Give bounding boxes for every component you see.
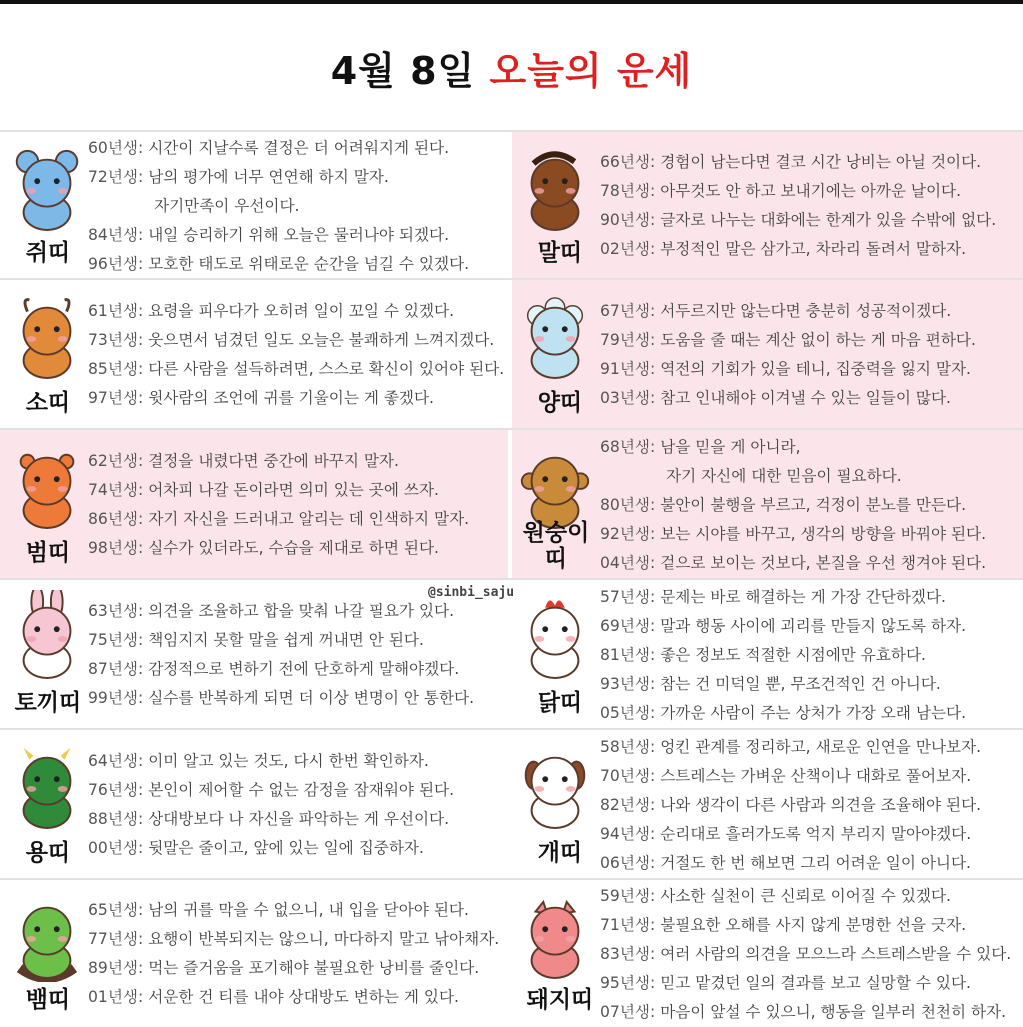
fortune-line <box>600 297 1017 326</box>
birth-year: 73년생: <box>88 331 149 349</box>
birth-year: 89년생: <box>88 958 149 977</box>
fortune-text: 남의 귀를 막을 수 없으니, 내 입을 닫아야 된다. <box>148 900 469 919</box>
birth-year: 70년생: <box>600 766 661 785</box>
fortune-line <box>600 177 1017 206</box>
page-title <box>0 40 1023 95</box>
fortune-line <box>88 776 502 805</box>
fortune-line <box>600 762 1017 791</box>
fortune-line <box>88 684 502 713</box>
birth-year: 96년생: <box>88 255 149 273</box>
fortune-text: 내일 승리하기 위해 오늘은 물러나야 되겠다. <box>148 226 450 244</box>
fortune-text: 어차피 나갈 돈이라면 의미 있는 곳에 쓰자. <box>148 481 439 499</box>
fortune-text: 요행이 반복되지는 않으니, 마다하지 말고 낚아채자. <box>148 929 500 948</box>
birth-year: 61년생: <box>88 302 149 320</box>
birth-year: 04년생: <box>600 553 661 572</box>
monkey-icon <box>514 440 596 532</box>
fortune-line <box>600 462 1017 491</box>
fortune-text: 자기 자신을 드러내고 알리는 데 인색하지 말자. <box>148 510 470 528</box>
birth-year: 02년생: <box>600 240 661 258</box>
fortune-line <box>600 326 1017 355</box>
fortune-line <box>88 505 502 534</box>
fortune-text: 시간이 지날수록 결정은 더 어려워지게 된다. <box>148 139 450 157</box>
fortune-text: 가까운 사람이 주는 상처가 가장 오래 남는다. <box>660 703 967 722</box>
fortune-line <box>600 820 1017 849</box>
birth-year: 97년생: <box>88 389 149 407</box>
fortune-line <box>88 250 502 279</box>
zodiac-name: 토끼띠 <box>14 690 82 716</box>
fortune-line <box>88 221 502 250</box>
fortune-lines <box>88 747 502 863</box>
fortune-text: 사소한 실천이 큰 신뢰로 이어질 수 있겠다. <box>660 887 951 905</box>
zodiac-name: 개띠 <box>537 840 583 866</box>
fortune-line <box>600 670 1017 699</box>
fortune-line <box>88 134 502 163</box>
fortune-line <box>600 969 1017 998</box>
fortune-line <box>600 791 1017 820</box>
fortune-text: 모호한 태도로 위태로운 순간을 넘길 수 있겠다. <box>148 255 470 273</box>
fortune-text: 글자로 나누는 대화에는 한계가 있을 수밖에 없다. <box>660 211 997 229</box>
fortune-text: 서두르지만 않는다면 충분히 성공적이겠다. <box>660 302 952 320</box>
fortune-line <box>88 896 502 925</box>
fortune-line <box>600 384 1017 413</box>
fortune-line <box>88 534 502 563</box>
fortune-line <box>600 882 1017 911</box>
fortune-lines <box>88 134 502 279</box>
fortune-row <box>0 130 1023 280</box>
fortune-text: 보는 시야를 바꾸고, 생각의 방향을 바꿔야 된다. <box>660 524 987 543</box>
snake-icon <box>6 890 88 982</box>
fortune-text: 남의 평가에 너무 연연해 하지 말자. <box>148 168 389 186</box>
birth-year: 71년생: <box>600 916 661 934</box>
fortune-line <box>600 355 1017 384</box>
fortune-line <box>88 954 502 983</box>
birth-year: 84년생: <box>88 226 149 244</box>
fortune-text: 엉킨 관계를 정리하고, 새로운 인연을 만나보자. <box>660 737 982 756</box>
fortune-text: 남을 믿을 게 아니라, <box>660 437 801 456</box>
fortune-text: 나와 생각이 다른 사람과 의견을 조율해야 된다. <box>660 795 982 814</box>
fortune-line <box>600 235 1017 264</box>
fortune-row <box>0 578 1023 730</box>
fortune-line <box>88 983 502 1012</box>
fortune-line <box>600 699 1017 728</box>
birth-year: 60년생: <box>88 139 149 157</box>
fortune-text: 거절도 한 번 해보면 그리 어려운 일이 아니다. <box>660 853 971 872</box>
birth-year: 65년생: <box>88 900 149 919</box>
fortune-text: 경험이 남는다면 결코 시간 낭비는 아닐 것이다. <box>660 153 982 171</box>
fortune-text: 윗사람의 조언에 귀를 기울이는 게 좋겠다. <box>148 389 435 407</box>
fortune-text: 아무것도 안 하고 보내기에는 아까운 날이다. <box>660 182 962 200</box>
birth-year: 74년생: <box>88 481 149 499</box>
zodiac-card <box>0 580 508 730</box>
fortune-lines <box>600 583 1017 728</box>
fortune-text: 스트레스는 가벼운 산책이나 대화로 풀어보자. <box>660 766 972 785</box>
fortune-grid <box>0 130 1023 1025</box>
zodiac-card <box>0 430 508 580</box>
zodiac-card <box>512 580 1023 730</box>
zodiac-card <box>512 132 1023 280</box>
fortune-text: 상대방보다 나 자신을 파악하는 게 우선이다. <box>148 810 450 828</box>
fortune-line <box>88 655 502 684</box>
fortune-lines <box>600 882 1017 1027</box>
fortune-line <box>88 384 502 413</box>
birth-year: 77년생: <box>88 929 149 948</box>
fortune-line <box>88 805 502 834</box>
fortune-text: 불필요한 오해를 사지 않게 분명한 선을 긋자. <box>660 916 967 934</box>
fortune-line <box>600 612 1017 641</box>
zodiac-card <box>512 280 1023 430</box>
fortune-text: 참는 건 미덕일 뿐, 무조건적인 건 아니다. <box>660 674 941 693</box>
birth-year: 64년생: <box>88 752 149 770</box>
birth-year: 92년생: <box>600 524 661 543</box>
pig-icon <box>514 890 596 982</box>
fortune-line <box>88 192 502 221</box>
fortune-text: 순리대로 흘러가도록 억지 부리지 말아야겠다. <box>660 824 972 843</box>
fortune-line <box>88 925 502 954</box>
fortune-line <box>88 626 502 655</box>
fortune-text: 결정을 내렸다면 중간에 바꾸지 말자. <box>148 452 399 470</box>
fortune-lines <box>600 733 1017 878</box>
zodiac-card <box>512 880 1023 1027</box>
zodiac-name: 뱀띠 <box>25 987 71 1013</box>
birth-year: 05년생: <box>600 703 661 722</box>
birth-year: 75년생: <box>88 631 149 649</box>
zodiac-card <box>512 430 1023 580</box>
birth-year: 85년생: <box>88 360 149 378</box>
fortune-line <box>600 911 1017 940</box>
birth-year: 91년생: <box>600 360 661 378</box>
birth-year: 79년생: <box>600 331 661 349</box>
birth-year: 63년생: <box>88 602 149 620</box>
title-date: 4월 8일 <box>330 49 476 93</box>
fortune-line <box>88 355 505 384</box>
zodiac-name: 양띠 <box>537 390 583 416</box>
fortune-text: 믿고 맡겼던 일의 결과를 보고 실망할 수 있다. <box>660 974 971 992</box>
watermark: @sinbi_saju <box>425 585 517 600</box>
fortune-row <box>0 278 1023 430</box>
birth-year: 95년생: <box>600 974 661 992</box>
fortune-line <box>88 747 502 776</box>
fortune-line <box>600 583 1017 612</box>
ox-icon <box>6 290 88 382</box>
birth-year: 03년생: <box>600 389 661 407</box>
fortune-lines <box>600 433 1017 578</box>
birth-year: 01년생: <box>88 987 149 1006</box>
fortune-row <box>0 728 1023 880</box>
zodiac-card <box>512 730 1023 880</box>
birth-year: 88년생: <box>88 810 149 828</box>
birth-year: 87년생: <box>88 660 149 678</box>
fortune-text: 의견을 조율하고 합을 맞춰 나갈 필요가 있다. <box>148 602 455 620</box>
dog-icon <box>514 740 596 832</box>
fortune-line <box>600 520 1017 549</box>
fortune-text: 자기 자신에 대한 믿음이 필요하다. <box>666 466 902 485</box>
fortune-line <box>88 447 502 476</box>
birth-year: 99년생: <box>88 689 149 707</box>
fortune-lines <box>88 597 502 713</box>
birth-year: 90년생: <box>600 211 661 229</box>
birth-year: 83년생: <box>600 945 661 963</box>
fortune-text: 먹는 즐거움을 포기해야 불필요한 낭비를 줄인다. <box>148 958 480 977</box>
fortune-text: 부정적인 말은 삼가고, 차라리 돌려서 말하자. <box>660 240 967 258</box>
fortune-text: 도움을 줄 때는 계산 없이 하는 게 마음 편하다. <box>660 331 976 349</box>
fortune-text: 서운한 건 티를 내야 상대방도 변하는 게 있다. <box>148 987 459 1006</box>
fortune-text: 겉으로 보이는 것보다, 본질을 우선 챙겨야 된다. <box>660 553 987 572</box>
fortune-line <box>600 148 1017 177</box>
zodiac-name: 돼지띠 <box>526 987 594 1013</box>
dragon-icon <box>6 740 88 832</box>
fortune-text: 감정적으로 변하기 전에 단호하게 말해야겠다. <box>148 660 460 678</box>
fortune-text: 문제는 바로 해결하는 게 가장 간단하겠다. <box>660 587 947 606</box>
rooster-icon <box>514 590 596 682</box>
fortune-line <box>88 297 502 326</box>
fortune-text: 웃으면서 넘겼던 일도 오늘은 불쾌하게 느껴지겠다. <box>148 331 495 349</box>
zodiac-name: 용띠 <box>25 840 71 866</box>
fortune-text: 여러 사람의 의견을 모으느라 스트레스받을 수 있다. <box>660 945 1012 963</box>
title-highlight: 오늘의 운세 <box>489 49 693 93</box>
fortune-text: 말과 행동 사이에 괴리를 만들지 않도록 하자. <box>660 616 967 635</box>
zodiac-name: 닭띠 <box>537 690 583 716</box>
mouse-icon <box>6 142 88 234</box>
fortune-text: 요령을 피우다가 오히려 일이 꼬일 수 있겠다. <box>148 302 455 320</box>
fortune-text: 자기만족이 우선이다. <box>154 197 300 215</box>
fortune-line <box>600 940 1017 969</box>
fortune-text: 실수를 반복하게 되면 더 이상 변명이 안 통한다. <box>148 689 475 707</box>
birth-year: 78년생: <box>600 182 661 200</box>
fortune-text: 실수가 있더라도, 수습을 제대로 하면 된다. <box>148 539 439 557</box>
birth-year: 81년생: <box>600 645 661 664</box>
fortune-lines <box>600 297 1017 413</box>
top-border <box>0 0 1023 4</box>
birth-year: 59년생: <box>600 887 661 905</box>
birth-year: 72년생: <box>88 168 149 186</box>
zodiac-name: 소띠 <box>25 390 71 416</box>
tiger-icon <box>6 440 88 532</box>
fortune-text: 본인이 제어할 수 없는 감정을 잠재워야 된다. <box>148 781 455 799</box>
fortune-line <box>88 476 502 505</box>
birth-year: 66년생: <box>600 153 661 171</box>
fortune-line <box>600 849 1017 878</box>
zodiac-card <box>0 280 508 430</box>
birth-year: 69년생: <box>600 616 661 635</box>
zodiac-name: 범띠 <box>25 540 71 566</box>
fortune-line <box>88 163 502 192</box>
birth-year: 80년생: <box>600 495 661 514</box>
birth-year: 06년생: <box>600 853 661 872</box>
zodiac-card <box>0 132 508 280</box>
fortune-line <box>600 641 1017 670</box>
sheep-icon <box>514 290 596 382</box>
fortune-line <box>88 834 502 863</box>
birth-year: 68년생: <box>600 437 661 456</box>
fortune-text: 불안이 불행을 부르고, 걱정이 분노를 만든다. <box>660 495 967 514</box>
fortune-lines <box>88 297 505 413</box>
birth-year: 82년생: <box>600 795 661 814</box>
fortune-text: 역전의 기회가 있을 테니, 집중력을 잃지 말자. <box>660 360 971 378</box>
fortune-row <box>0 428 1023 580</box>
zodiac-name: 말띠 <box>537 240 583 266</box>
fortune-text: 책임지지 못할 말을 쉽게 꺼내면 안 된다. <box>148 631 424 649</box>
fortune-line <box>600 433 1017 462</box>
fortune-line <box>600 206 1017 235</box>
fortune-lines <box>88 896 502 1012</box>
birth-year: 07년생: <box>600 1003 661 1021</box>
fortune-text: 좋은 정보도 적절한 시점에만 유효하다. <box>660 645 926 664</box>
birth-year: 62년생: <box>88 452 149 470</box>
fortune-text: 뒷말은 줄이고, 앞에 있는 일에 집중하자. <box>148 839 424 857</box>
birth-year: 00년생: <box>88 839 149 857</box>
birth-year: 76년생: <box>88 781 149 799</box>
fortune-line <box>600 998 1017 1027</box>
fortune-line <box>88 597 502 626</box>
birth-year: 58년생: <box>600 737 661 756</box>
birth-year: 67년생: <box>600 302 661 320</box>
zodiac-name: 원숭이띠 <box>522 520 590 572</box>
fortune-text: 마음이 앞설 수 있으니, 행동을 일부러 천천히 하자. <box>660 1003 1007 1021</box>
birth-year: 93년생: <box>600 674 661 693</box>
fortune-line <box>88 326 502 355</box>
fortune-text: 다른 사람을 설득하려면, 스스로 확신이 있어야 된다. <box>148 360 505 378</box>
fortune-line <box>600 491 1017 520</box>
fortune-row <box>0 878 1023 1027</box>
zodiac-card <box>0 730 508 880</box>
birth-year: 94년생: <box>600 824 661 843</box>
fortune-lines <box>600 148 1017 264</box>
fortune-lines <box>88 447 502 563</box>
zodiac-name: 쥐띠 <box>25 240 71 266</box>
horse-icon <box>514 142 596 234</box>
fortune-text: 이미 알고 있는 것도, 다시 한번 확인하자. <box>148 752 429 770</box>
birth-year: 86년생: <box>88 510 149 528</box>
birth-year: 57년생: <box>600 587 661 606</box>
zodiac-card <box>0 880 508 1027</box>
birth-year: 98년생: <box>88 539 149 557</box>
fortune-line <box>600 733 1017 762</box>
rabbit-icon <box>6 590 88 682</box>
fortune-line <box>600 549 1017 578</box>
fortune-text: 참고 인내해야 이겨낼 수 있는 일들이 많다. <box>660 389 951 407</box>
